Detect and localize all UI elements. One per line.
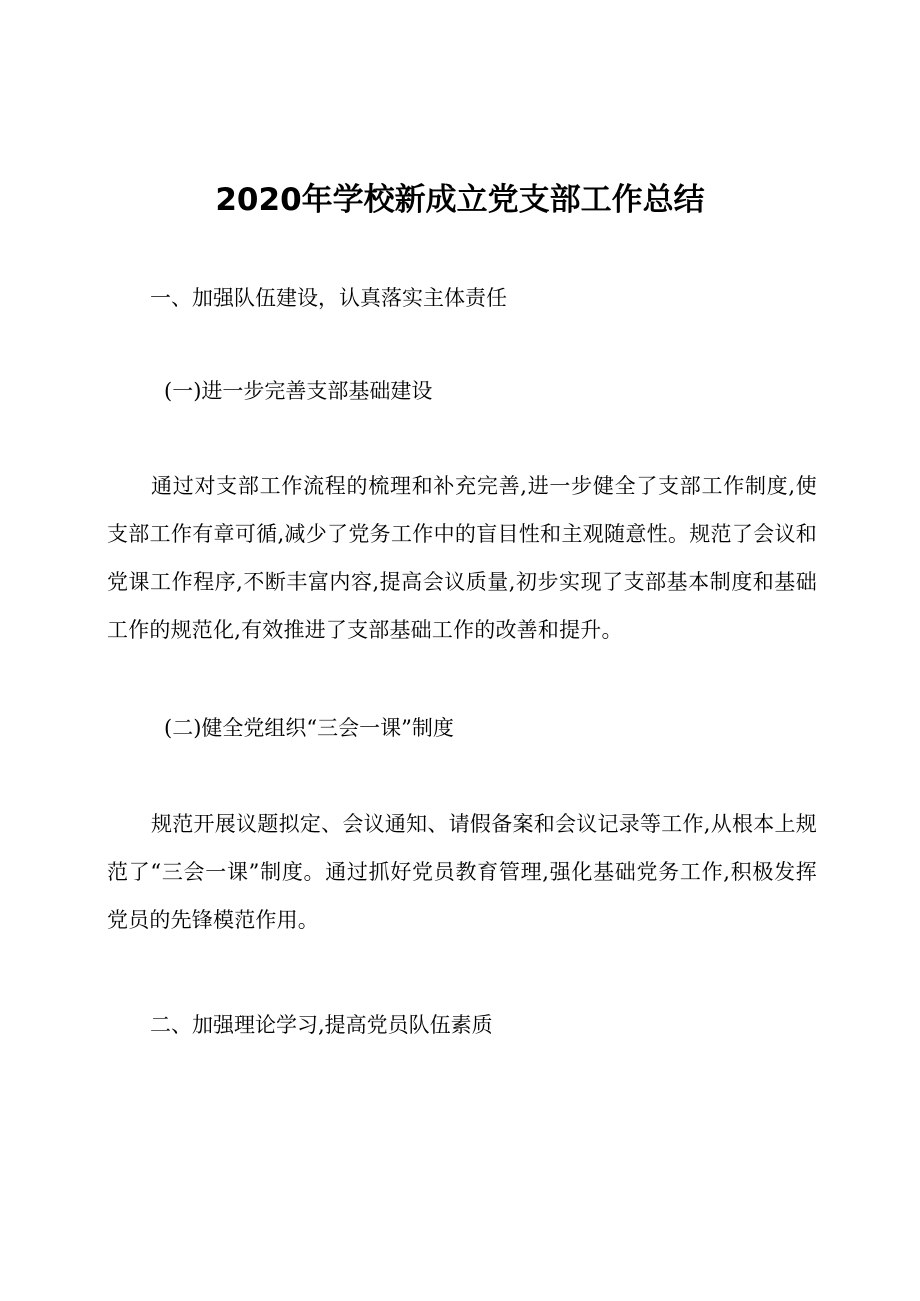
section-heading-1: 一、加强队伍建设，认真落实主体责任 [150, 286, 507, 310]
document-title: 2020年学校新成立党支部工作总结 [215, 182, 705, 218]
paragraph-1-2: 规范开展议题拟定、会议通知、请假备案和会议记录等工作,从根本上规范了“三会一课”制度。通过抓好党员教育管理,强化基础党务工作,积极发挥党员的先锋模范作用。 [107, 812, 817, 932]
paragraph-1-1: 通过对支部工作流程的梳理和补充完善,进一步健全了支部工作制度,使支部工作有章可循,减少了党务工作中的盲目性和主观随意性。规范了会议和党课工作程序,不断丰富内容,提高会议质量,初步实现了支部基本制度和基础工作的规范化,有效推进了支部基础工作的改善和提升。 [107, 474, 817, 642]
subsection-heading-1-1: (一)进一步完善支部基础建设 [164, 379, 433, 403]
section-heading-2: 二、加强理论学习,提高党员队伍素质 [150, 1013, 493, 1037]
subsection-heading-1-2: (二)健全党组织“三会一课”制度 [164, 716, 454, 740]
